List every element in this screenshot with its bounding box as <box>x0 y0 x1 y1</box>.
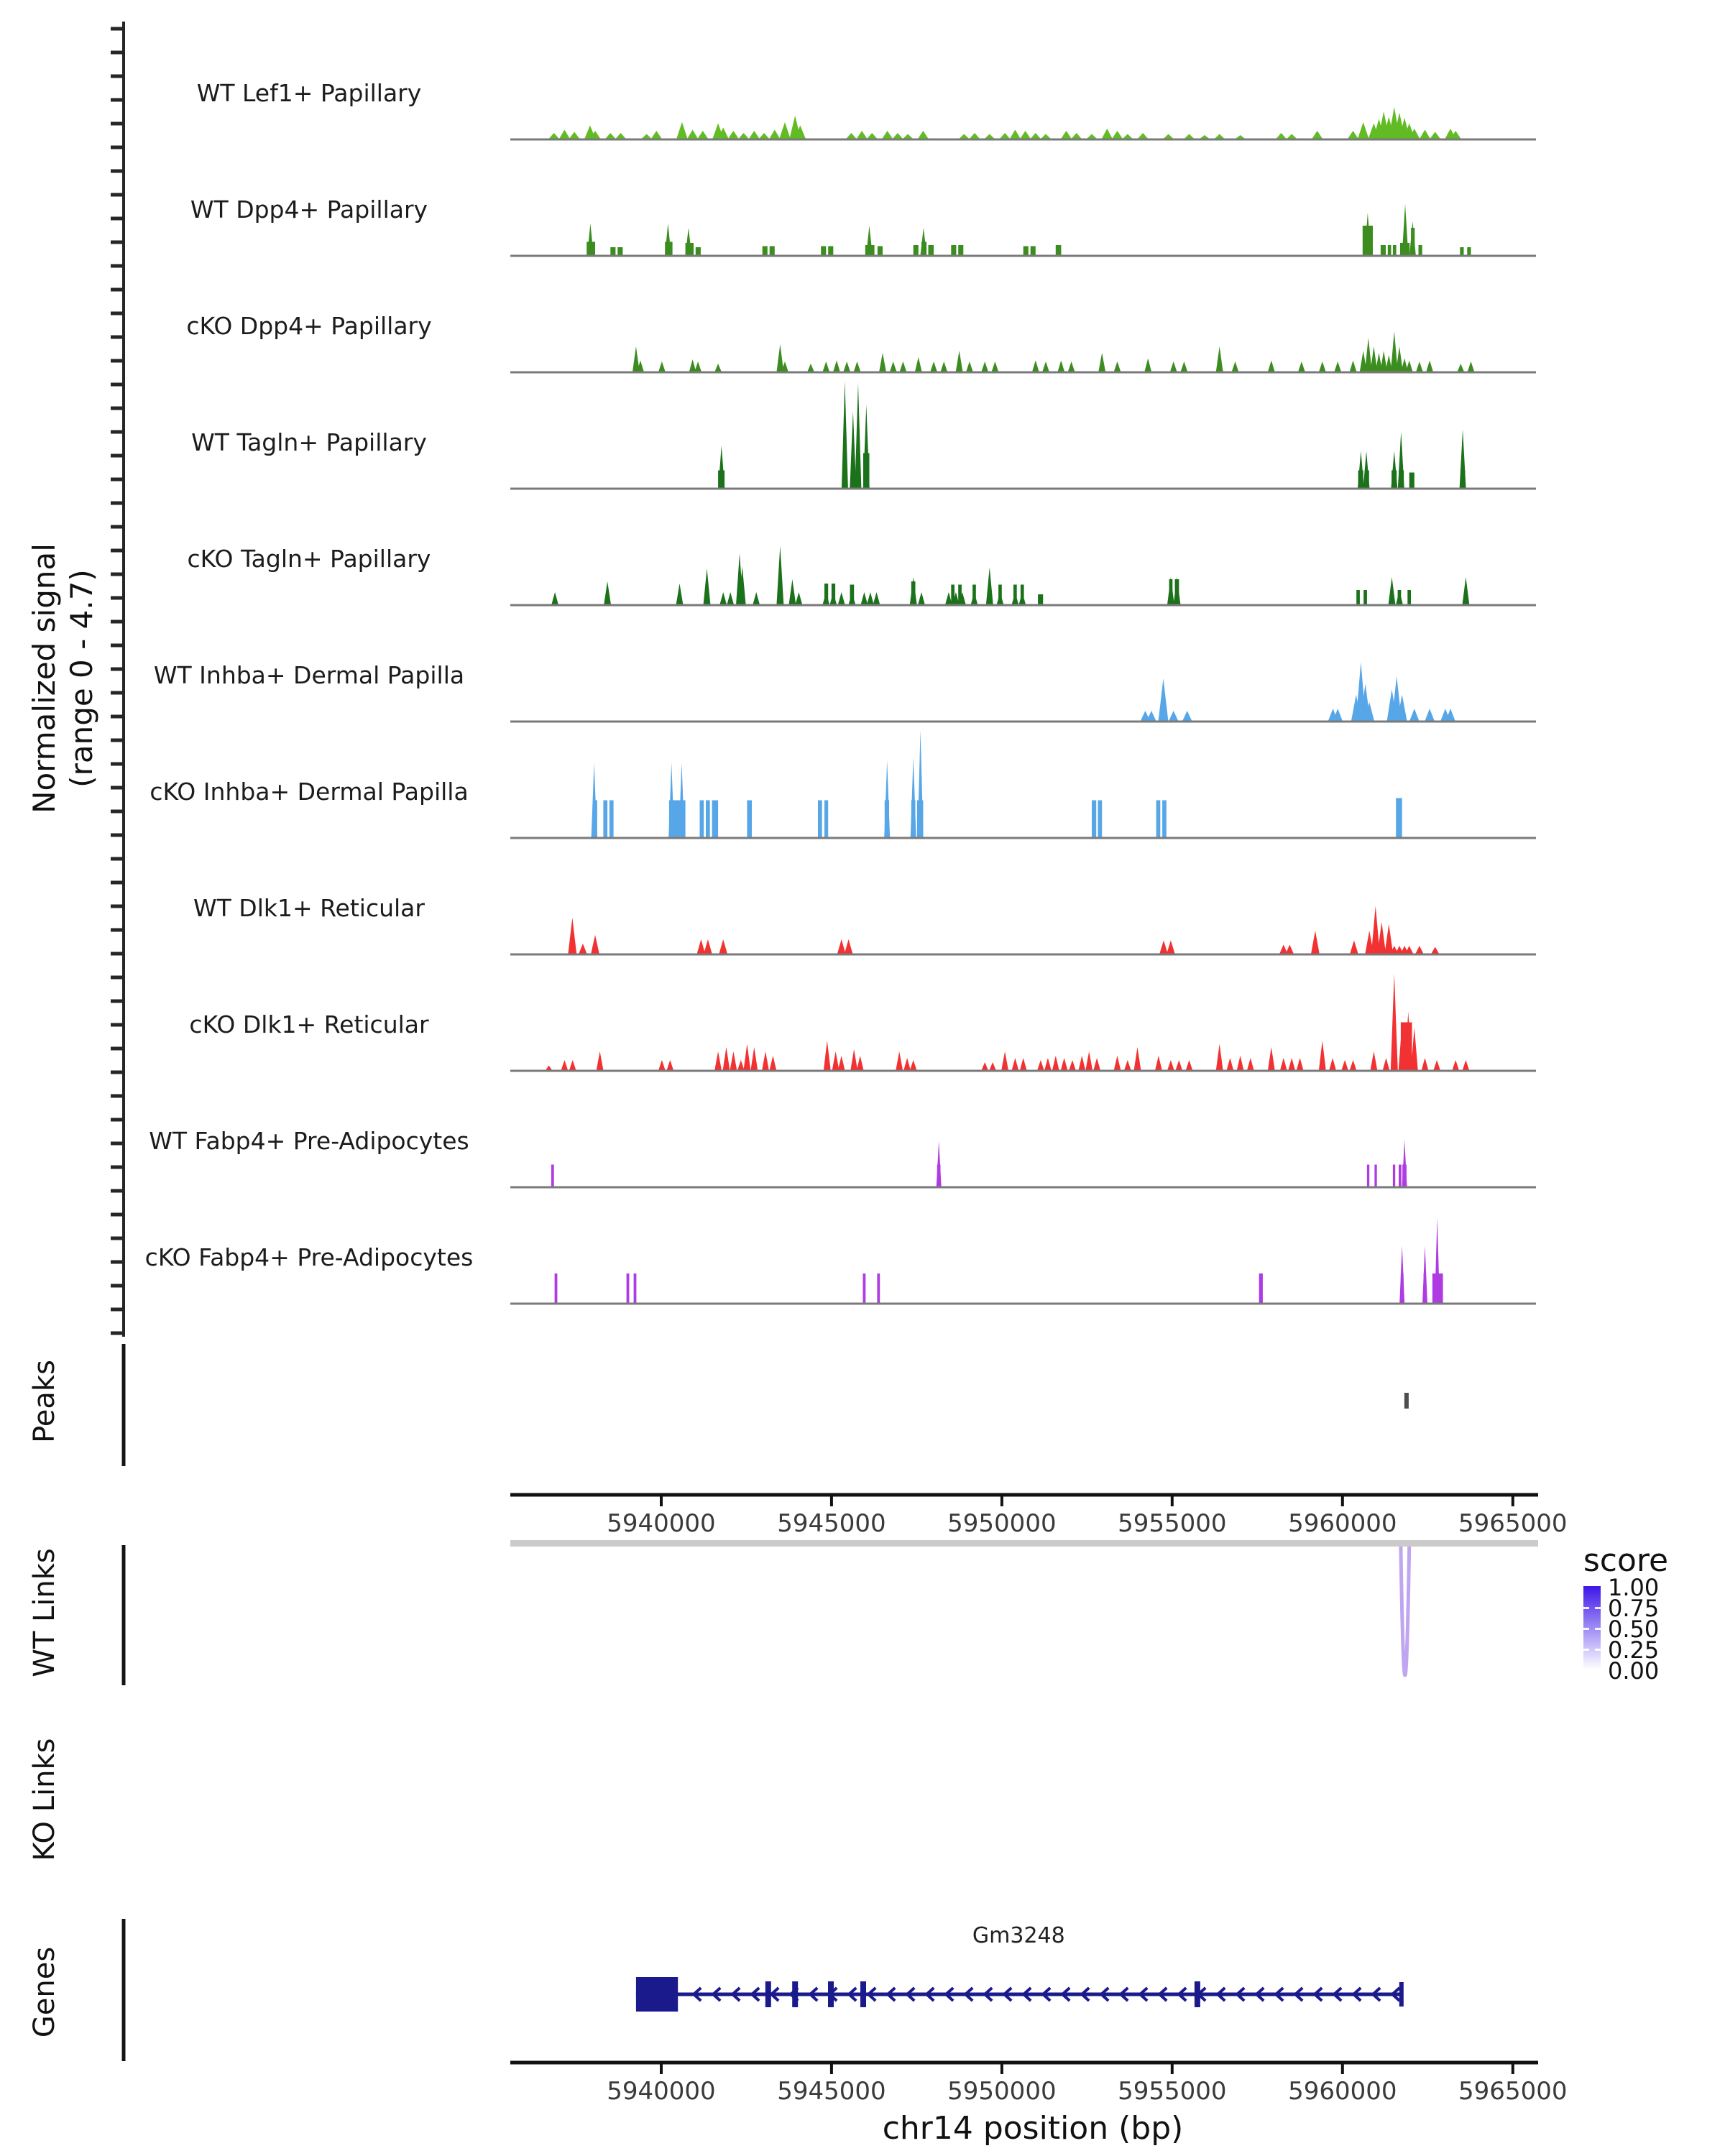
score-legend-tick: 0.00 <box>1608 1657 1660 1685</box>
legend-notch <box>1583 1607 1589 1609</box>
score-legend-tick: 0.50 <box>1608 1616 1660 1643</box>
x-tick-label: 5950000 <box>947 2077 1057 2106</box>
x-tick-label: 5955000 <box>1118 1509 1227 1538</box>
x-tick-label: 5960000 <box>1288 1509 1397 1538</box>
score-legend-title: score <box>1583 1542 1669 1579</box>
track-label-wt-fabp4: WT Fabp4+ Pre-Adipocytes <box>149 1127 469 1155</box>
x-axis-title: chr14 position (bp) <box>882 2110 1184 2147</box>
x-tick-label: 5965000 <box>1458 1509 1568 1538</box>
score-legend-tick: 0.75 <box>1608 1595 1660 1622</box>
y-axis-label-line1: Normalized signal <box>27 543 62 814</box>
track-label-wt-dlk1: WT Dlk1+ Reticular <box>193 894 425 922</box>
track-label-cko-fabp4: cKO Fabp4+ Pre-Adipocytes <box>144 1243 474 1271</box>
legend-notch <box>1595 1628 1601 1630</box>
gene-label: Gm3248 <box>972 1923 1065 1948</box>
track-label-cko-inhba: cKO Inhba+ Dermal Papilla <box>150 778 469 806</box>
wt-links-section-label: WT Links <box>28 1548 61 1677</box>
track-label-wt-tagln: WT Tagln+ Papillary <box>191 428 427 456</box>
genes-section-label: Genes <box>28 1946 61 2038</box>
track-label-wt-inhba: WT Inhba+ Dermal Papilla <box>153 661 465 689</box>
y-axis-label <box>26 543 101 814</box>
score-legend-tick: 1.00 <box>1608 1574 1660 1601</box>
track-label-wt-lef1: WT Lef1+ Papillary <box>196 79 422 107</box>
track-label-cko-dlk1: cKO Dlk1+ Reticular <box>189 1010 429 1038</box>
track-label-cko-tagln: cKO Tagln+ Papillary <box>187 545 431 573</box>
score-legend-gradient-bar <box>1583 1586 1601 1669</box>
x-tick-label: 5960000 <box>1288 2077 1397 2106</box>
legend-notch <box>1595 1607 1601 1609</box>
x-tick-label: 5940000 <box>607 1509 716 1538</box>
x-tick-label: 5945000 <box>777 1509 886 1538</box>
track-label-wt-dpp4: WT Dpp4+ Papillary <box>190 195 428 224</box>
legend-notch <box>1583 1628 1589 1630</box>
peaks-section-label: Peaks <box>28 1360 61 1443</box>
score-legend-tick: 0.25 <box>1608 1636 1660 1664</box>
legend-notch <box>1595 1649 1601 1651</box>
legend-notch <box>1583 1649 1589 1651</box>
ko-links-section-label: KO Links <box>28 1738 61 1861</box>
x-tick-label: 5945000 <box>777 2077 886 2106</box>
track-label-cko-dpp4: cKO Dpp4+ Papillary <box>186 312 432 340</box>
x-tick-label: 5940000 <box>607 2077 716 2106</box>
x-tick-label: 5965000 <box>1458 2077 1568 2106</box>
x-tick-label: 5955000 <box>1118 2077 1227 2106</box>
y-axis-label-line2: (range 0 - 4.7) <box>64 569 99 788</box>
x-tick-label: 5950000 <box>947 1509 1057 1538</box>
